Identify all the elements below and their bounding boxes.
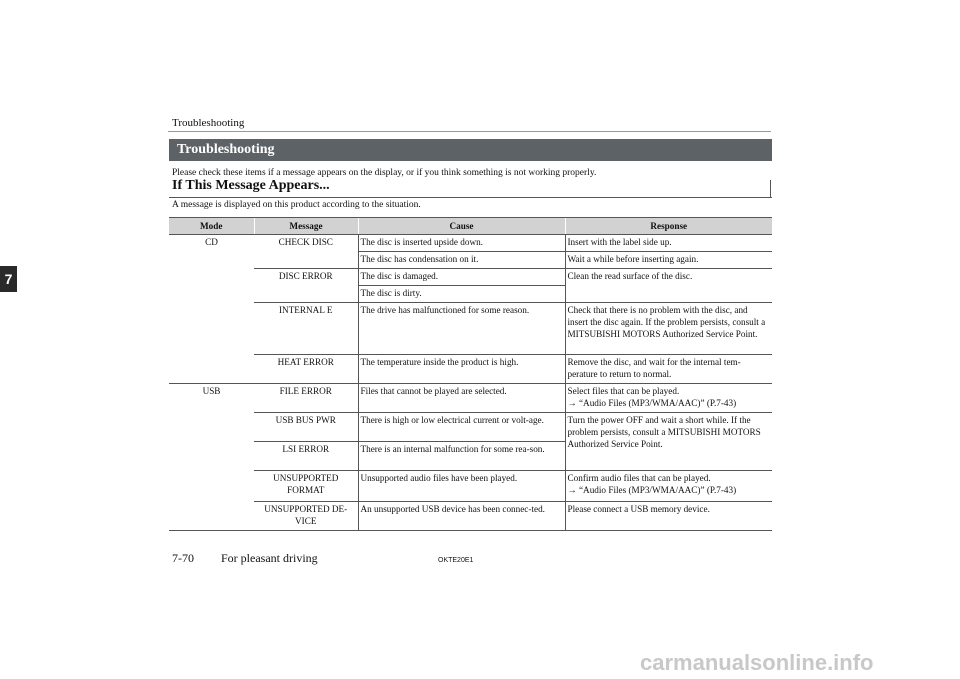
cause-cell: There is an internal malfunction for some rea-son. — [358, 442, 565, 471]
heading-rule-vertical — [770, 180, 771, 198]
response-cell: Turn the power OFF and wait a short while. If the problem persists, consult a MITSUBISHI MOTORS Authorized Service Point. — [565, 413, 772, 471]
message-check-disc: CHECK DISC — [254, 235, 358, 269]
cause-cell: The drive has malfunctioned for some reason. — [358, 303, 565, 355]
response-cell: Please connect a USB memory device. — [565, 502, 772, 531]
cause-cell: Unsupported audio files have been played. — [358, 471, 565, 502]
running-header: Troubleshooting — [172, 117, 245, 129]
response-line: Confirm audio files that can be played. — [567, 473, 711, 483]
response-cell: Wait a while before inserting again. — [565, 252, 772, 269]
section-banner: Troubleshooting — [169, 139, 772, 161]
response-reference: → “Audio Files (MP3/WMA/AAC)” (P.7-43) — [567, 398, 737, 408]
response-cell: Remove the disc, and wait for the internal tem-perature to return to normal. — [565, 355, 772, 384]
header-response: Response — [565, 218, 772, 235]
response-cell — [565, 384, 772, 413]
table-row — [169, 269, 772, 286]
response-cell: Check that there is no problem with the disc, and insert the disc again. If the problem persists, consult a MITSUBISHI MOTORS Authorized Service Point. — [565, 303, 772, 355]
message-unsupported-device: UNSUPPORTED DE-VICE — [254, 502, 358, 531]
response-line: Select files that can be played. — [567, 386, 680, 396]
table-row — [169, 471, 772, 502]
cause-cell: Files that cannot be played are selected. — [358, 384, 565, 413]
header-cause: Cause — [358, 218, 565, 235]
header-message: Message — [254, 218, 358, 235]
table-row — [169, 355, 772, 384]
message-file-error: FILE ERROR — [254, 384, 358, 413]
message-usb-bus-pwr: USB BUS PWR — [254, 413, 358, 442]
header-divider — [168, 131, 771, 132]
document-code: OKTE20E1 — [438, 557, 474, 564]
table-row — [169, 235, 772, 252]
table-row — [169, 502, 772, 531]
cause-cell: The disc is damaged. — [358, 269, 565, 286]
response-reference: → “Audio Files (MP3/WMA/AAC)” (P.7-43) — [567, 485, 737, 495]
chapter-tab: 7 — [0, 266, 17, 292]
watermark: carmanualsonline.info — [640, 650, 874, 675]
intro-text: Please check these items if a message appears on the display, or if you think something is not working properly. — [172, 168, 597, 178]
table-row — [169, 384, 772, 413]
message-internal-e: INTERNAL E — [254, 303, 358, 355]
chapter-name: For pleasant driving — [221, 551, 318, 565]
table-row — [169, 413, 772, 442]
response-cell — [565, 471, 772, 502]
cause-cell: The disc is dirty. — [358, 286, 565, 303]
mode-cell-cd: CD — [169, 235, 254, 384]
message-lsi-error: LSI ERROR — [254, 442, 358, 471]
response-cell: Insert with the label side up. — [565, 235, 772, 252]
cause-cell: The disc is inserted upside down. — [358, 235, 565, 252]
section-heading: If This Message Appears... — [172, 178, 330, 193]
cause-cell: There is high or low electrical current or volt-age. — [358, 413, 565, 442]
header-mode: Mode — [169, 218, 254, 235]
cause-cell: The temperature inside the product is high. — [358, 355, 565, 384]
mode-cell-usb: USB — [169, 384, 254, 531]
table-header-row — [169, 218, 772, 235]
response-cell: Clean the read surface of the disc. — [565, 269, 772, 303]
cause-cell: The disc has condensation on it. — [358, 252, 565, 269]
page-number: 7-70 — [172, 551, 194, 565]
message-heat-error: HEAT ERROR — [254, 355, 358, 384]
heading-rule-horizontal — [169, 197, 772, 198]
section-description: A message is displayed on this product according to the situation. — [172, 200, 421, 210]
message-disc-error: DISC ERROR — [254, 269, 358, 303]
table-row — [169, 303, 772, 355]
cause-cell: An unsupported USB device has been connec-ted. — [358, 502, 565, 531]
message-unsupported-format: UNSUPPORTED FORMAT — [254, 471, 358, 502]
troubleshooting-table — [169, 217, 772, 531]
